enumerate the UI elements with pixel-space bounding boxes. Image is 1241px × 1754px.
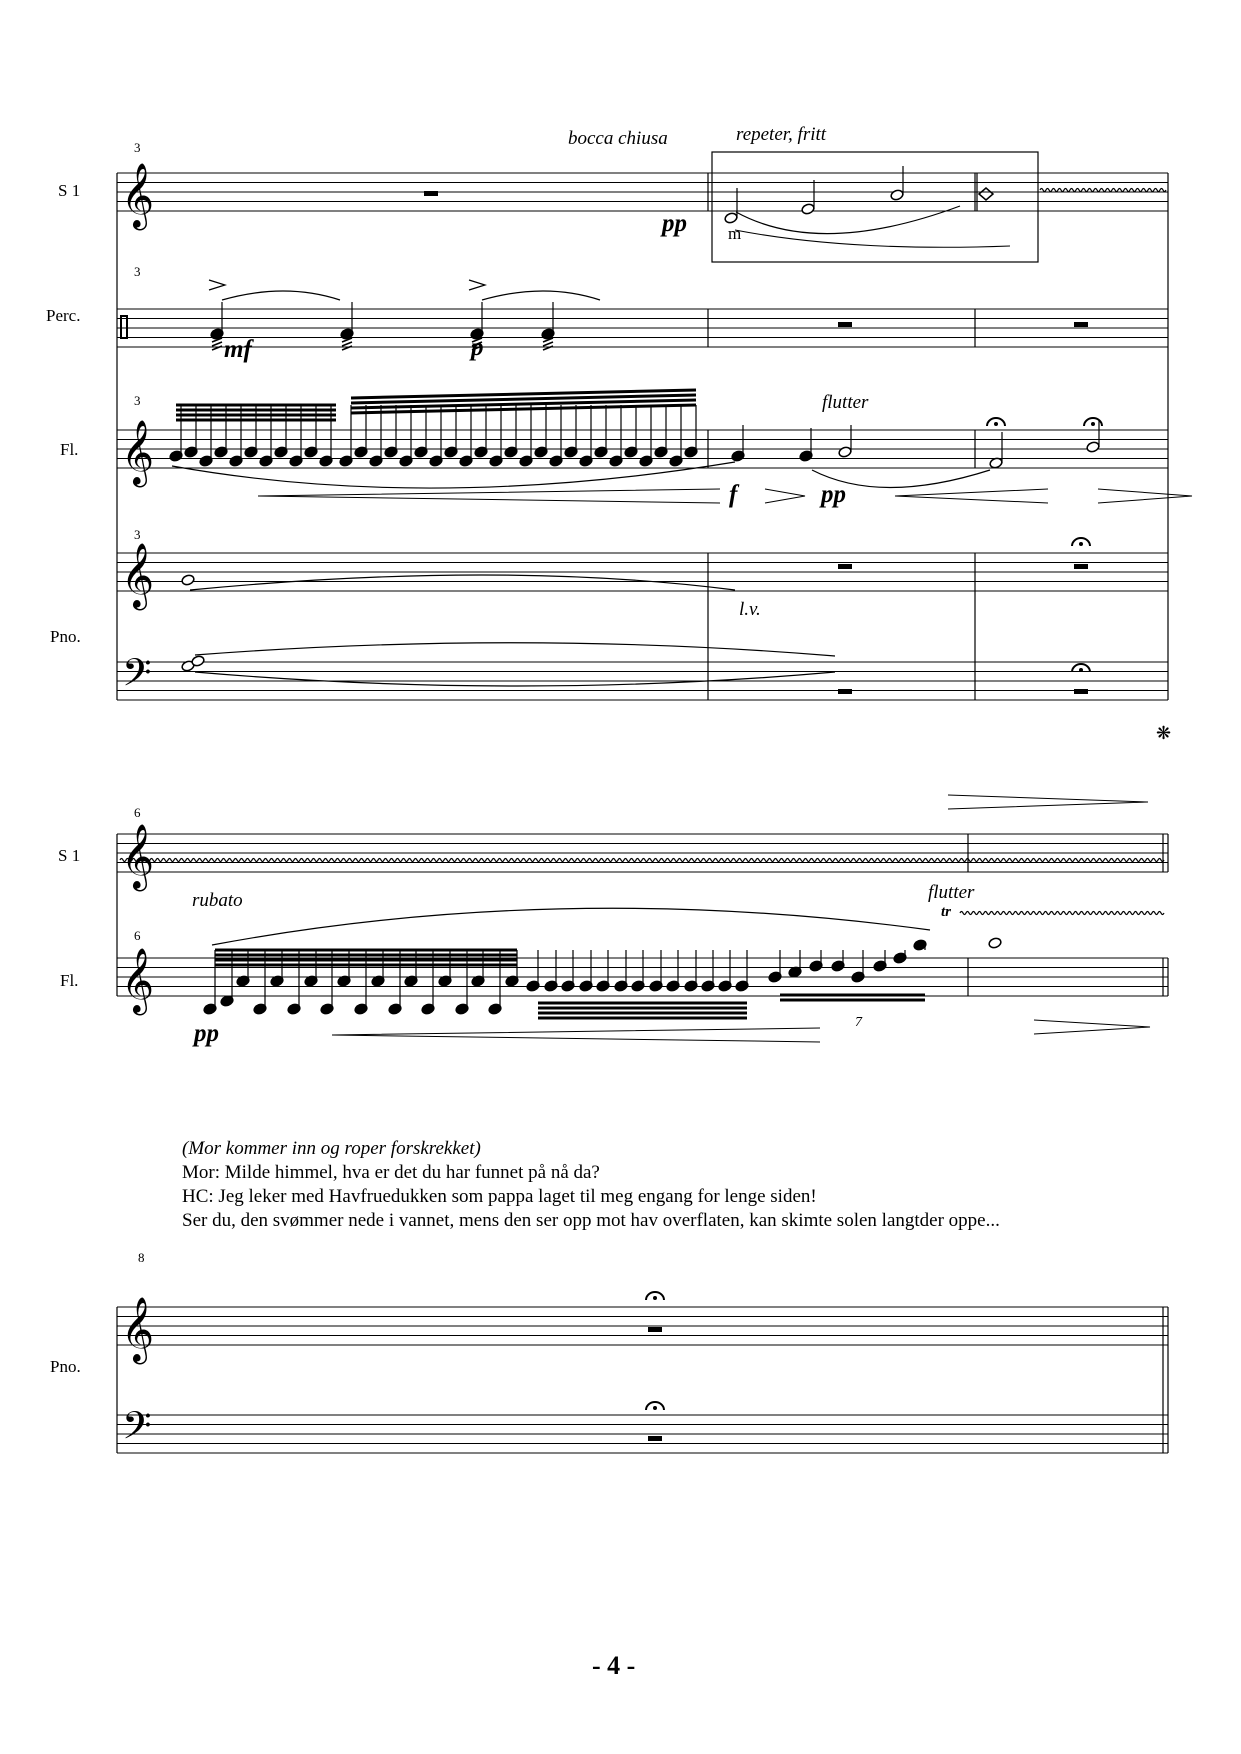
flutter-wavy-line [960, 912, 1164, 915]
instrument-label-flute: Fl. [60, 440, 79, 459]
measure-number: 3 [134, 527, 141, 542]
bass-clef: 𝄢 [122, 1403, 152, 1457]
bass-clef: 𝄢 [122, 650, 152, 704]
note-head [1086, 441, 1100, 453]
treble-clef: 𝄞 [121, 163, 155, 228]
direction-lv: l.v. [739, 599, 761, 620]
fermata-dot [994, 422, 998, 426]
direction-rubato: rubato [192, 890, 243, 911]
dynamic-pp: pp [662, 210, 687, 237]
fermata-dot [1079, 542, 1083, 546]
whole-note [181, 574, 195, 586]
fermata-dot [653, 1296, 657, 1300]
whole-rest [648, 1327, 662, 1332]
whole-rest [838, 689, 852, 694]
notes [120, 152, 1166, 1441]
humming-line [735, 230, 1010, 247]
slur [736, 206, 960, 234]
slur [172, 462, 735, 488]
wavy-line [120, 859, 1164, 862]
tuplet-number: 7 [855, 1015, 862, 1030]
instrument-label-soprano: S 1 [58, 181, 81, 200]
pedal-release-mark: ❋ [1156, 723, 1172, 743]
whole-rest [1074, 322, 1088, 327]
dialogue-line: HC: Jeg leker med Havfruedukken som pappa laget til meg engang for lenge siden! [182, 1186, 817, 1207]
diamond-note-head [979, 188, 993, 200]
dynamic-mf: mf [224, 336, 252, 363]
treble-clef: 𝄞 [121, 420, 155, 485]
measure-number: 3 [134, 264, 141, 279]
note-head [724, 212, 738, 224]
fermata-dot [1091, 422, 1095, 426]
measure-number: 8 [138, 1250, 145, 1265]
instrument-label-flute-2: Fl. [60, 971, 79, 990]
instrument-label-percussion: Perc. [46, 306, 81, 325]
hairpin-crescendo [258, 489, 720, 503]
whole-rest [1074, 564, 1088, 569]
measure-number: 3 [134, 393, 141, 408]
dialogue-line: Mor: Milde himmel, hva er det du har funnet på nå da? [182, 1162, 600, 1183]
instrument-label-soprano-2: S 1 [58, 846, 81, 865]
measure-number: 6 [134, 928, 141, 943]
instrument-label-piano-2: Pno. [50, 1357, 81, 1376]
dynamic-f: f [729, 481, 738, 508]
wavy-line [1040, 189, 1166, 192]
barlines [117, 173, 1168, 1453]
dynamic-pp: pp [194, 1020, 219, 1047]
treble-clef: 𝄞 [121, 1297, 155, 1362]
tie [482, 291, 600, 300]
tie [195, 672, 835, 686]
tie [190, 575, 735, 590]
direction-repeter-fritt: repeter, fritt [736, 124, 827, 145]
tremolo-slash [212, 342, 222, 346]
tie [195, 643, 835, 656]
whole-rest [648, 1436, 662, 1441]
hairpin-diminuendo [765, 489, 805, 503]
hairpin-crescendo [332, 1028, 820, 1042]
direction-humming-m: m [728, 224, 742, 243]
whole-rest [838, 322, 852, 327]
dynamic-pp: pp [821, 481, 846, 508]
treble-clef: 𝄞 [121, 543, 155, 608]
dialogue-line: Ser du, den svømmer nede i vannet, mens den ser opp mot hav overflaten, kan skimte solen langtder oppe... [182, 1210, 1000, 1231]
staff-lines [117, 173, 1168, 1453]
stage-direction: (Mor kommer inn og roper forskrekket) [182, 1138, 481, 1159]
hairpin-diminuendo [1034, 1020, 1150, 1034]
accent [469, 280, 485, 290]
direction-flutter: flutter [822, 392, 869, 413]
tie [222, 291, 340, 300]
fermata-dot [1079, 668, 1083, 672]
fermata-dot [653, 1406, 657, 1410]
hairpin-diminuendo [948, 795, 1148, 809]
note-head [890, 189, 904, 201]
whole-rest [424, 191, 438, 196]
slur [212, 908, 930, 945]
tremolo-slash [342, 342, 352, 346]
percussion-clef [121, 316, 127, 338]
instrument-label-piano: Pno. [50, 627, 81, 646]
whole-note [988, 937, 1002, 949]
accent [209, 280, 225, 290]
direction-bocca-chiusa: bocca chiusa [568, 128, 668, 149]
treble-clef: 𝄞 [121, 948, 155, 1013]
direction-trill: tr [941, 904, 952, 920]
page-number: - 4 - [592, 1651, 636, 1680]
treble-clef: 𝄞 [121, 824, 155, 889]
direction-flutter-2: flutter [928, 882, 975, 903]
whole-rest [1074, 689, 1088, 694]
note-head [801, 203, 815, 215]
hairpin-diminuendo [1098, 489, 1192, 503]
hairpin-crescendo [895, 489, 1048, 503]
whole-rest [838, 564, 852, 569]
measure-number: 6 [134, 805, 141, 820]
note-head [838, 446, 852, 458]
dynamic-p: p [471, 334, 484, 361]
tremolo-slash [543, 342, 553, 346]
measure-number: 3 [134, 140, 141, 155]
